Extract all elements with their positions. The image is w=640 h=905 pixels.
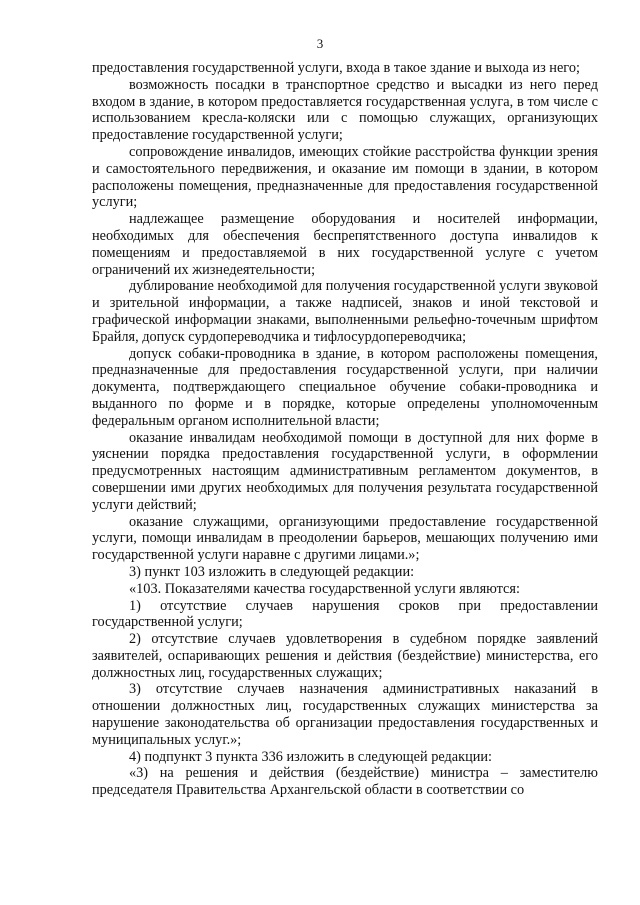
paragraph: надлежащее размещение оборудования и носителей информации, необходимых для обеспечения беспрепятственного доступа инвалидов к помещениям и предоставляемой в них государственной услуге с учетом ограничений их жизнедеятельности; xyxy=(92,211,598,278)
paragraph: оказание служащими, организующими предоставление государственной услуги, помощи инвалидам в преодолении барьеров, мешающих получению ими государственной услуги наравне с другими лицами.»; xyxy=(92,513,598,564)
paragraph: «3) на решения и действия (бездействие) министра – заместителю председателя Правительства Архангельской области в соответствии со xyxy=(92,765,598,799)
paragraph: возможность посадки в транспортное средство и высадки из него перед входом в здание, в котором предоставляется государственная услуга, в том числе с использованием кресла-коляски или с помощью служащих, организующих предоставление государственной услуги; xyxy=(92,76,598,144)
paragraph: 2) отсутствие случаев удовлетворения в судебном порядке заявлений заявителей, оспаривающих решения и действия (бездействие) министерства, его должностных лиц, государственных служащих; xyxy=(92,631,598,681)
paragraph: 4) подпункт 3 пункта 336 изложить в следующей редакции: xyxy=(129,748,493,765)
paragraph: сопровождение инвалидов, имеющих стойкие расстройства функции зрения и самостоятельного передвижения, и оказание им помощи в здании, в котором расположены помещения, предназначенные для предоставления государственной услуги; xyxy=(92,143,598,211)
paragraph: 3) пункт 103 изложить в следующей редакции: xyxy=(129,563,415,580)
paragraph: «103. Показателями качества государственной услуги являются: xyxy=(129,580,520,597)
paragraph: 1) отсутствие случаев нарушения сроков при предоставлении государственной услуги; xyxy=(92,597,598,631)
paragraph: оказание инвалидам необходимой помощи в доступной для них форме в уяснении порядка предоставления государственной услуги, в оформлении предусмотренных настоящим административным регламентом документов, в совершении ими других необходимых для получения результата государственной услуги действий; xyxy=(92,429,598,513)
paragraph: допуск собаки-проводника в здание, в котором расположены помещения, предназначенные для предоставления государственной услуги, при наличии документа, подтверждающего специальное обучение собаки-проводника и выданного по форме и в порядке, которые определены уполномоченным федеральным органом исполнительной власти; xyxy=(92,345,598,429)
paragraph-continuation: предоставления государственной услуги, входа в такое здание и выхода из него; xyxy=(92,60,580,76)
paragraph: 3) отсутствие случаев назначения административных наказаний в отношении должностных лиц, государственных служащих министерства за нарушение законодательства об организации предоставления государственных и муниципальных услуг.»; xyxy=(92,681,598,748)
page-number: 3 xyxy=(316,36,324,51)
document-body xyxy=(92,60,598,799)
paragraph: дублирование необходимой для получения государственной услуги звуковой и зрительной информации, а также надписей, знаков и иной текстовой и графической информации знаками, выполненными рельефно-точечным шрифтом Брайля, допуск сурдопереводчика и тифлосурдопереводчика; xyxy=(92,278,598,345)
